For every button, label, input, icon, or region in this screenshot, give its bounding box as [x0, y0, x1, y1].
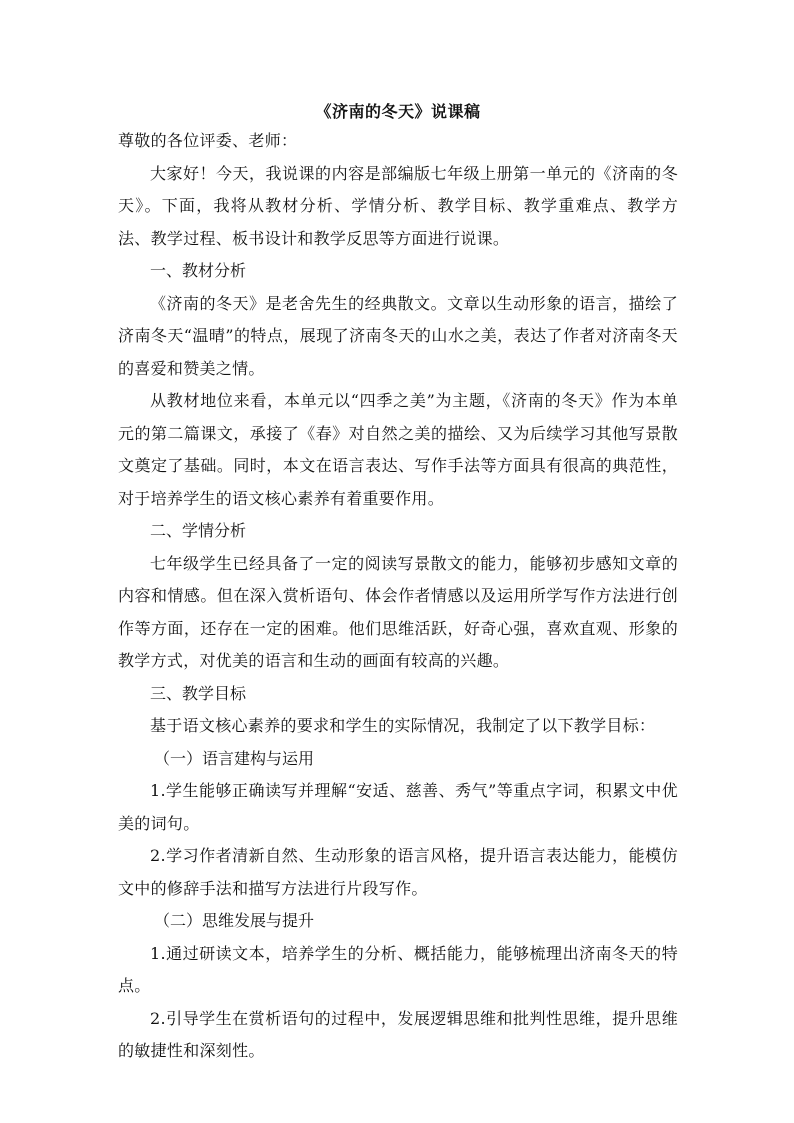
subheading-thinking-development: （二）思维发展与提升	[154, 911, 315, 930]
page-title: 《济南的冬天》说课稿	[315, 102, 481, 121]
section-heading-learner-analysis: 二、学情分析	[150, 521, 247, 540]
language-goal-item-2: 2.学习作者清新自然、生动形象的语言风格，提升语言表达能力，能模仿文中的修辞手法和描写方法进行片段写作。	[118, 846, 678, 898]
textbook-analysis-paragraph-2: 从教材地位来看，本单元以“四季之美”为主题，《济南的冬天》作为本单元的第二篇课文，承接了《春》对自然之美的描绘、又为后续学习其他写景散文奠定了基础。同时，本文在语言表达、写作手法等方面具有很高的典范性，对于培养学生的语文核心素养有着重要作用。	[118, 391, 678, 508]
section-heading-teaching-goals: 三、教学目标	[150, 683, 247, 703]
salutation: 尊敬的各位评委、老师：	[118, 131, 298, 150]
subheading-language-construction: （一）语言建构与运用	[154, 748, 315, 768]
language-goal-item-1: 1.学生能够正确读写并理解“安适、慈善、秀气”等重点字词，积累文中优美的词句。	[118, 781, 678, 833]
learner-analysis-paragraph: 七年级学生已经具备了一定的阅读写景散文的能力，能够初步感知文章的内容和情感。但在深入赏析语句、体会作者情感以及运用所学写作方法进行创作等方面，还存在一定的困难。他们思维活跃，好奇心强，喜欢直观、形象的教学方式，对优美的语言和生动的画面有较高的兴趣。	[118, 553, 678, 670]
thinking-goal-item-1: 1.通过研读文本，培养学生的分析、概括能力，能够梳理出济南冬天的特点。	[118, 943, 678, 995]
textbook-analysis-paragraph-1: 《济南的冬天》是老舍先生的经典散文。文章以生动形象的语言，描绘了济南冬天“温晴”的特点，展现了济南冬天的山水之美，表达了作者对济南冬天的喜爱和赞美之情。	[118, 293, 678, 378]
intro-paragraph: 大家好！今天，我说课的内容是部编版七年级上册第一单元的《济南的冬天》。下面，我将从教材分析、学情分析、教学目标、教学重难点、教学方法、教学过程、板书设计和教学反思等方面进行说课。	[118, 163, 678, 248]
section-heading-textbook-analysis: 一、教材分析	[150, 261, 247, 280]
teaching-goals-intro: 基于语文核心素养的要求和学生的实际情况，我制定了以下教学目标：	[150, 716, 656, 735]
document-body	[118, 100, 678, 1068]
thinking-goal-item-2: 2.引导学生在赏析语句的过程中，发展逻辑思维和批判性思维，提升思维的敏捷性和深刻性。	[118, 1008, 678, 1060]
